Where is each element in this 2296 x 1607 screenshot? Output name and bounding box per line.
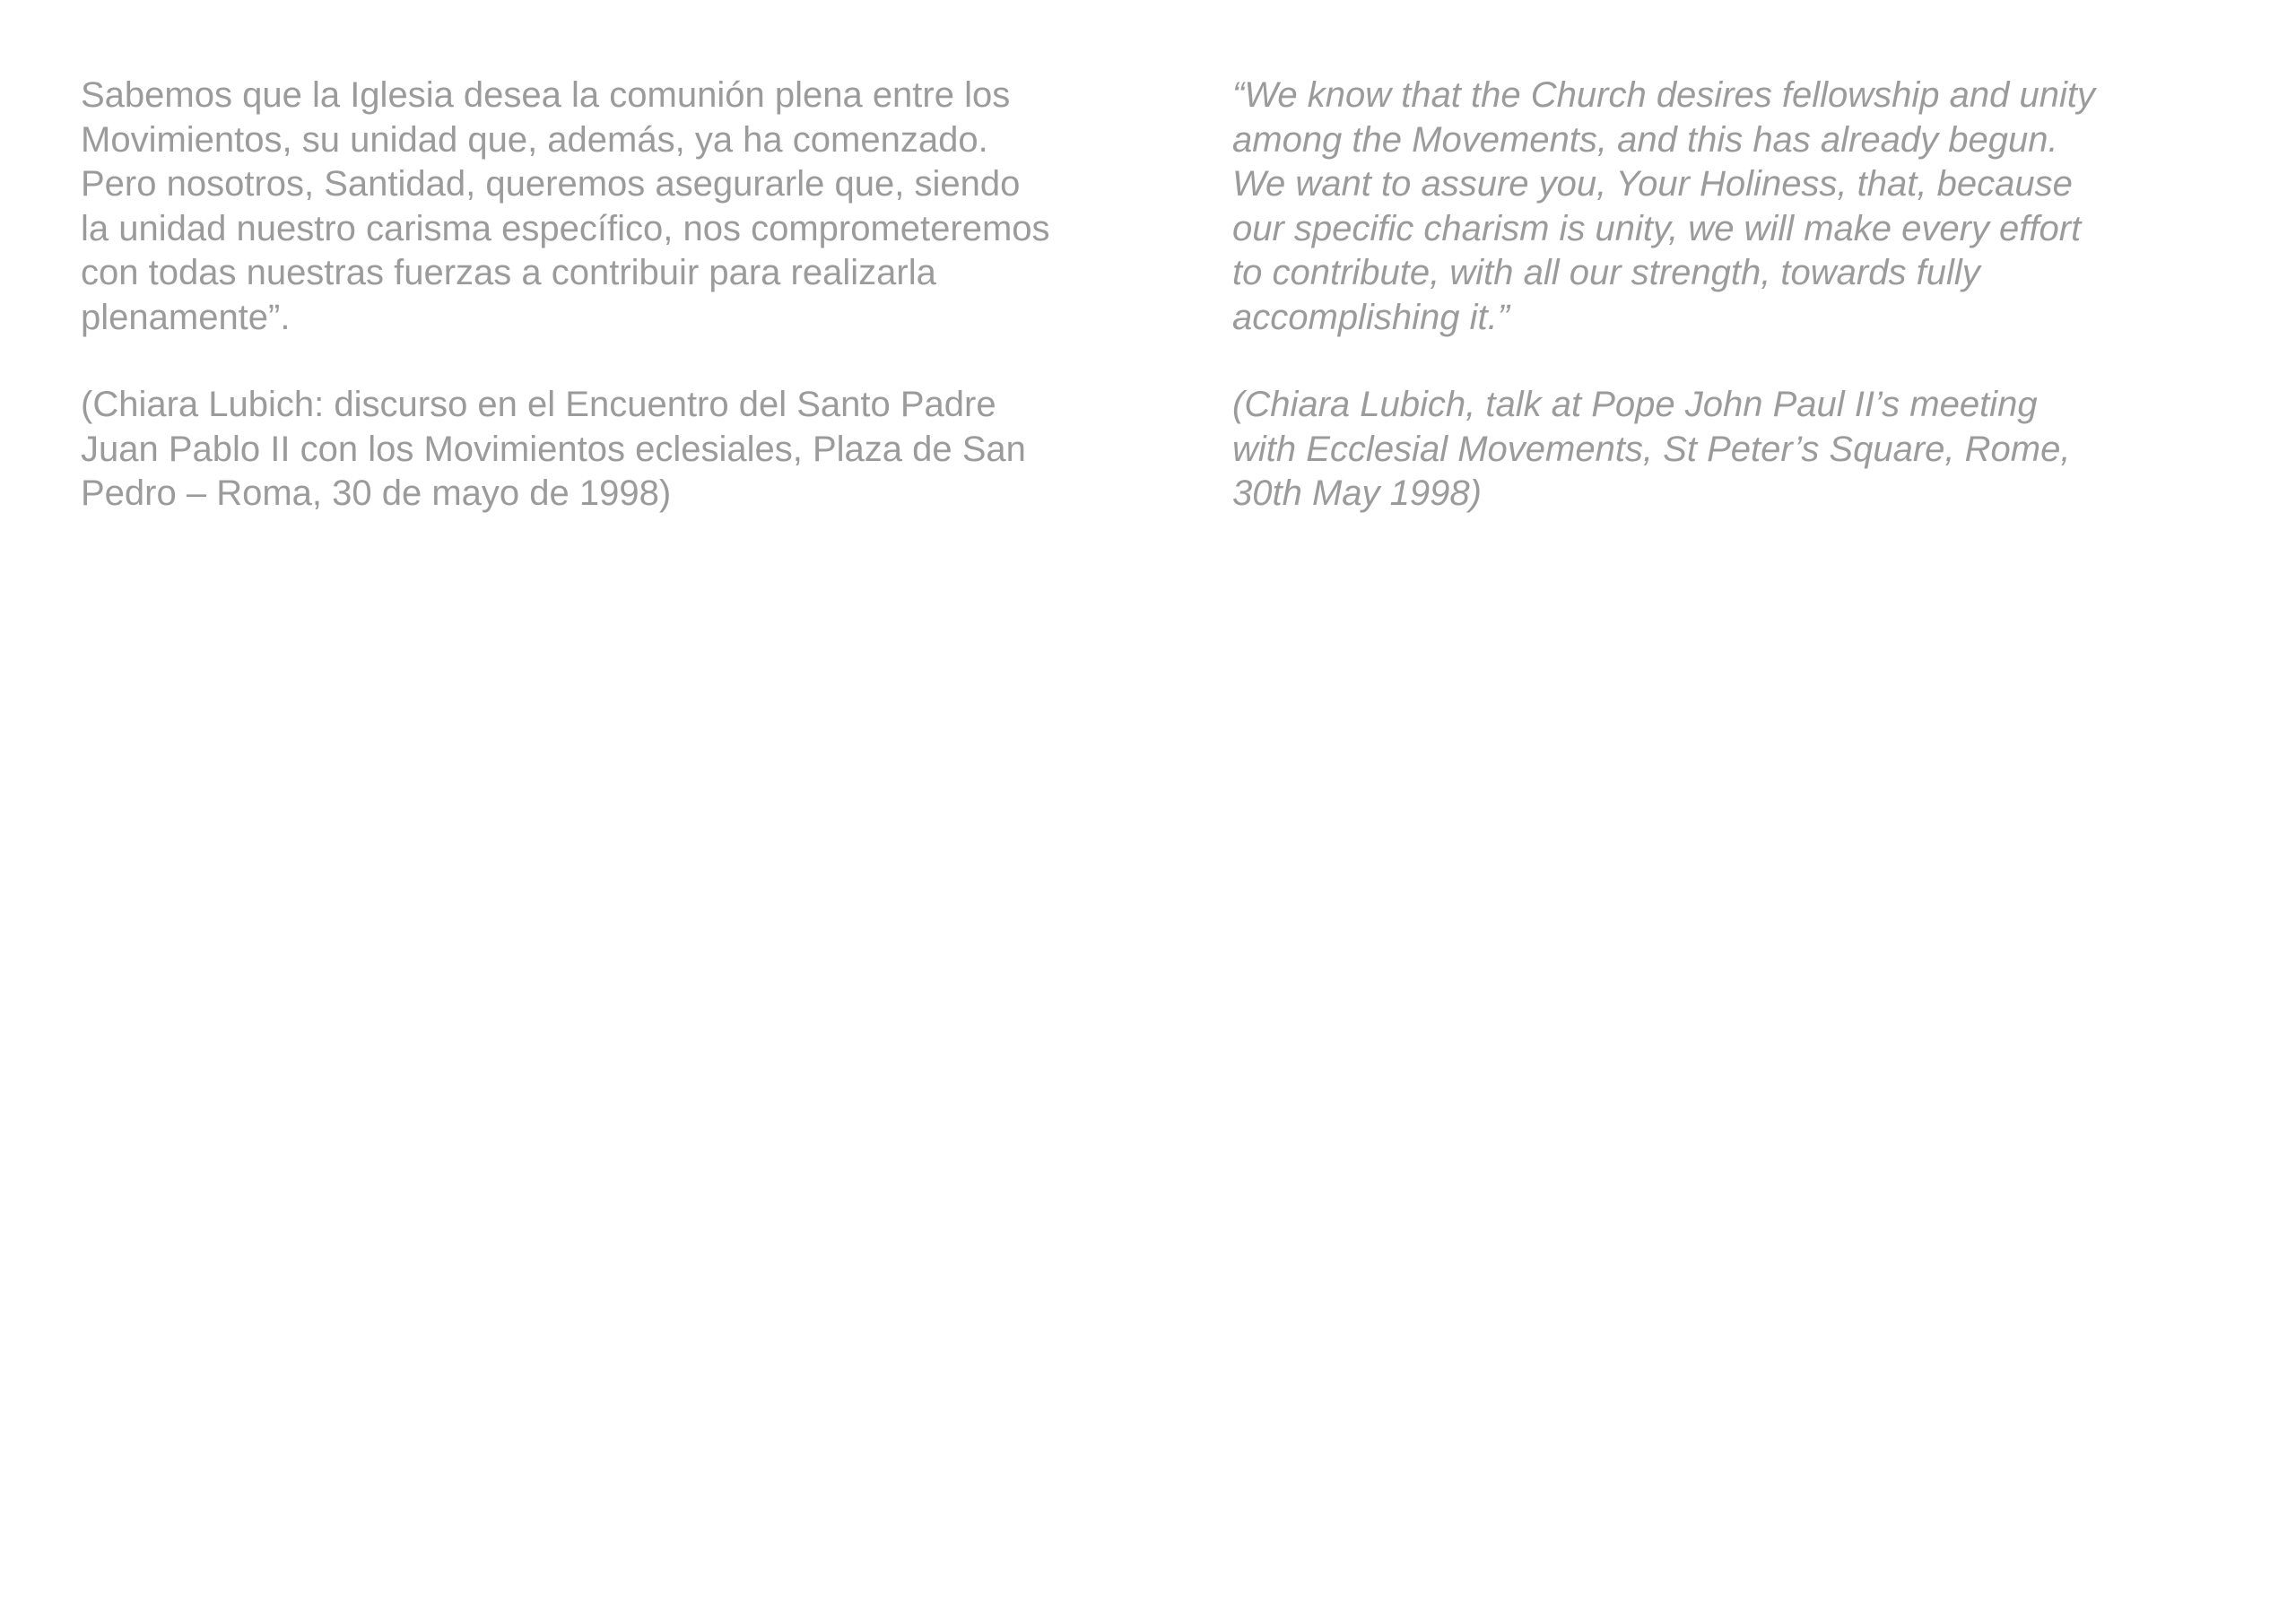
- spanish-quote-line: Sabemos que la Iglesia desea la comunión plena entre los: [81, 75, 1011, 115]
- english-quote-line: “We know that the Church desires fellowship and unity: [1232, 75, 2095, 115]
- english-column: [1232, 74, 2291, 517]
- spanish-citation-line: Pedro – Roma, 30 de mayo de 1998): [81, 473, 672, 513]
- spanish-quote-line: Movimientos, su unidad que, además, ya ha comenzado.: [81, 119, 988, 160]
- english-quote-line: We want to assure you, Your Holiness, that, because: [1232, 164, 2073, 204]
- english-quote-line: accomplishing it.”: [1232, 297, 1510, 337]
- english-quote: [1232, 74, 2291, 340]
- spanish-column: [81, 74, 1139, 517]
- spanish-quote-line: Pero nosotros, Santidad, queremos asegurarle que, siendo: [81, 164, 1021, 204]
- spanish-quote: [81, 74, 1139, 340]
- english-citation-line: 30th May 1998): [1232, 473, 1482, 513]
- english-quote-line: among the Movements, and this has already begun.: [1232, 119, 2058, 160]
- english-quote-line: to contribute, with all our strength, towards fully: [1232, 253, 1980, 292]
- spanish-citation: [81, 383, 1139, 517]
- spanish-quote-line: la unidad nuestro carisma específico, nos comprometeremos: [81, 208, 1050, 248]
- spanish-quote-line: con todas nuestras fuerzas a contribuir para realizarla: [81, 253, 936, 292]
- english-citation: [1232, 383, 2291, 517]
- english-quote-line: our specific charism is unity, we will make every effort: [1232, 208, 2082, 248]
- english-citation-line: (Chiara Lubich, talk at Pope John Paul II’s meeting: [1232, 385, 2038, 424]
- spanish-quote-line: plenamente”.: [81, 297, 291, 337]
- english-citation-line: with Ecclesial Movements, St Peter’s Square, Rome,: [1232, 429, 2071, 469]
- spanish-citation-line: Juan Pablo II con los Movimientos eclesiales, Plaza de San: [81, 429, 1026, 469]
- spanish-citation-line: (Chiara Lubich: discurso en el Encuentro del Santo Padre: [81, 385, 996, 424]
